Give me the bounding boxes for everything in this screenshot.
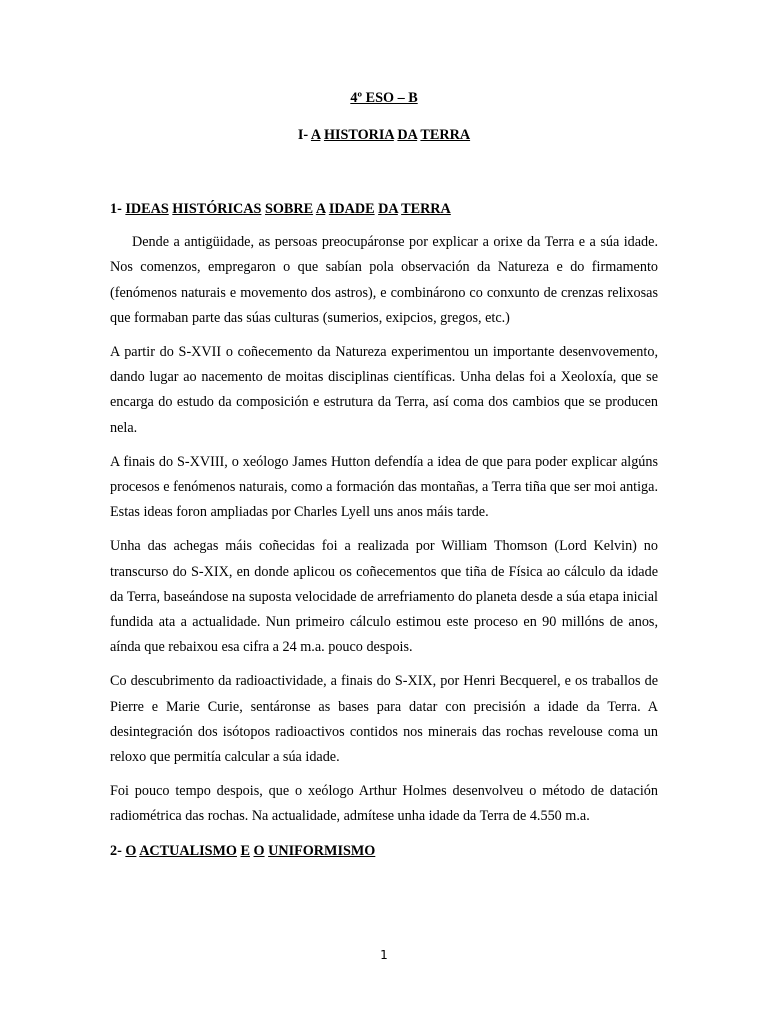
paragraph: Unha das achegas máis coñecidas foi a realizada por William Thomson (Lord Kelvin) no transcurso do S-XIX, en donde aplicou os coñecementos que tiña de Física ao cálculo da idade da Terra, baseándose na suposta velocidade de arrefriamento do planeta desde a súa etapa inicial fundida ata a actualidade. Nun primeiro cálculo estimou este proceso en 90 millóns de anos, aínda que rebaixou esa cifra a 24 m.a. pouco despois. [110,538,658,656]
heading-word: E [240,842,250,859]
title-word: HISTORIA [323,127,394,143]
heading-word: DA [378,201,398,217]
title-prefix: I- [297,127,309,143]
heading-word: O [253,842,265,859]
section-number: 2- [110,842,122,859]
paragraph: Dende a antigüidade, as persoas preocupáronse por explicar a orixe da Terra e a súa idade. Nos comenzos, empregaron o que sabían pola observación da Natureza e do firmamento (fenómenos naturais e movemento dos astros), e combinárono co conxunto de crenzas relixosas que formaban parte das súas culturas (sumerios, exipcios, gregos, etc.) [110,234,658,326]
section-1-heading [110,197,658,222]
paragraph: Foi pouco tempo despois, que o xeólogo Arthur Holmes desenvolveu o método de datación radiométrica das rochas. Na actualidade, admítese unha idade da Terra de 4.550 m.a. [110,783,658,825]
heading-word: SOBRE [264,201,314,217]
title-word: TERRA [420,127,471,143]
heading-word: ACTUALISMO [139,842,237,859]
title-word: A [310,127,321,143]
course-line-text: 4º ESO – B [350,90,418,106]
paragraph: Co descubrimento da radioactividade, a finais do S-XIX, por Henri Becquerel, e os traballos de Pierre e Marie Curie, sentáronse as bases para datar con precisión a idade da Terra. A desintegración dos isótopos radioactivos contidos nos minerais das rochas revelouse coma un reloxo que permitía calcular a súa idade. [110,673,658,766]
course-line [110,86,658,111]
heading-word: IDEAS [125,201,169,217]
heading-word: TERRA [401,201,451,217]
heading-word: HISTÓRICAS [172,201,262,217]
heading-word: IDADE [328,201,375,217]
heading-word: A [315,201,326,217]
heading-word: O [125,842,137,859]
section-number: 1- [110,201,122,217]
document-content [110,86,658,864]
paragraph: A partir do S-XVII o coñecemento da Natureza experimentou un importante desenvovemento, dando lugar ao nacemento de moitas disciplinas científicas. Unha delas foi a Xeoloxía, que se encarga do estudo da composición e estrutura da Terra, así coma dos cambios que se producen nela. [110,344,658,436]
document-title [110,123,658,148]
page-number: 1 [380,948,388,962]
paragraph: A finais do S-XVIII, o xeólogo James Hutton defendía a idea de que para poder explicar algúns procesos e fenómenos naturais, como a formación das montañas, a Terra tiña que ser moi antiga. Estas ideas foron ampliadas por Charles Lyell uns anos máis tarde. [110,453,658,521]
heading-word: UNIFORMISMO [268,842,376,859]
section-2-heading [110,839,658,864]
title-word: DA [397,127,418,143]
